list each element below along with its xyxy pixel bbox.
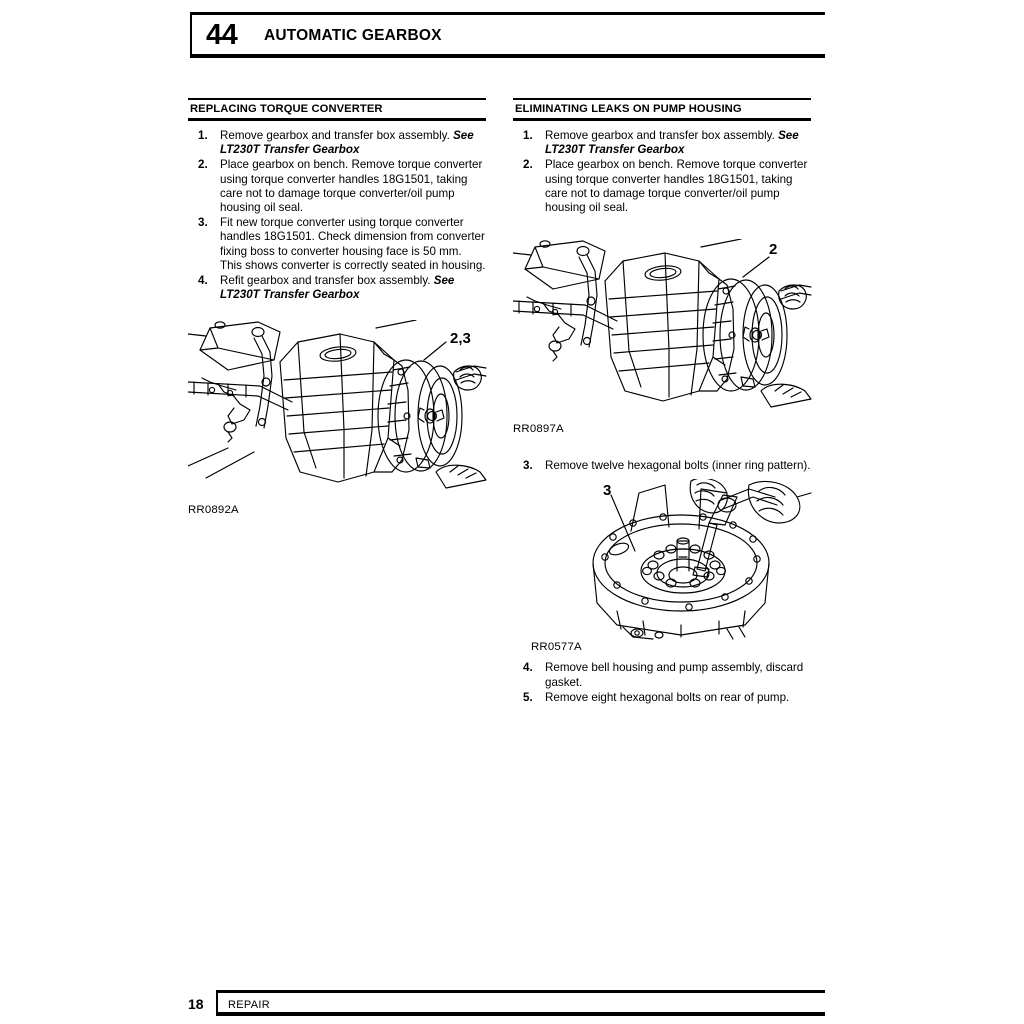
step-number: 1. xyxy=(198,129,208,142)
page-title: AUTOMATIC GEARBOX xyxy=(264,27,442,44)
list-item xyxy=(513,691,811,705)
list-item xyxy=(513,661,811,689)
step-reference: See LT230T Transfer Gearbox xyxy=(220,129,474,157)
bell-housing-illustration xyxy=(513,479,813,641)
step-text: Remove gearbox and transfer box assembly. xyxy=(220,129,454,142)
footer-box xyxy=(216,990,825,1016)
step-text: Remove eight hexagonal bolts on rear of pump. xyxy=(545,690,790,704)
step-number: 1. xyxy=(523,129,533,142)
page-number: 18 xyxy=(188,996,204,1012)
gearbox-converter-illustration-2 xyxy=(513,239,813,421)
step-text: Place gearbox on bench. Remove torque converter using torque converter handles 18G1501, taking care not to damage torque converter/oil pump housing oil seal. xyxy=(545,158,808,215)
step-number: 3. xyxy=(523,459,533,473)
figure-callout: 2,3 xyxy=(450,330,471,348)
figure-gearbox-converter-right xyxy=(513,239,811,435)
footer-section-label: REPAIR xyxy=(228,999,270,1011)
list-item xyxy=(188,129,486,157)
right-column xyxy=(513,98,811,706)
list-item xyxy=(513,158,811,215)
chapter-number: 44 xyxy=(206,19,238,51)
figure-bell-housing xyxy=(513,479,811,653)
step-number: 2. xyxy=(198,158,208,172)
step-number: 5. xyxy=(523,690,533,704)
step-reference: See LT230T Transfer Gearbox xyxy=(220,274,455,302)
step-text: Remove twelve hexagonal bolts (inner ring pattern). xyxy=(545,459,811,473)
figure-caption: RR0577A xyxy=(531,641,582,654)
figure-gearbox-converter-left xyxy=(188,320,486,516)
figure-caption: RR0897A xyxy=(513,423,564,436)
step-text: Place gearbox on bench. Remove torque converter using torque converter handles 18G1501, taking care not to damage torque converter/oil pump housing oil seal. xyxy=(220,158,483,215)
gearbox-converter-illustration xyxy=(188,320,488,502)
list-item xyxy=(513,459,811,473)
figure-callout: 3 xyxy=(603,482,612,500)
page-header xyxy=(190,12,825,58)
right-step-list-top xyxy=(513,129,811,215)
list-item xyxy=(513,129,811,157)
right-step-list-bottom xyxy=(513,661,811,705)
step-reference: See LT230T Transfer Gearbox xyxy=(545,129,799,157)
right-step-list-mid xyxy=(513,459,811,473)
figure-caption: RR0892A xyxy=(188,504,239,517)
left-column xyxy=(188,98,486,516)
step-text: Fit new torque converter using torque converter handles 18G1501. Check dimension from converter fixing boss to converter housing face is 50 mm. This shows converter is correctly seated in housing. xyxy=(220,216,486,272)
step-number: 4. xyxy=(198,274,208,288)
right-section-heading: ELIMINATING LEAKS ON PUMP HOUSING xyxy=(513,98,811,121)
figure-callout: 2 xyxy=(769,241,778,259)
list-item xyxy=(188,158,486,215)
step-number: 2. xyxy=(523,158,533,172)
step-number: 4. xyxy=(523,661,533,675)
list-item xyxy=(188,216,486,273)
step-text: Refit gearbox and transfer box assembly. xyxy=(220,274,434,288)
step-text: Remove bell housing and pump assembly, discard gasket. xyxy=(545,661,804,689)
page-footer xyxy=(188,990,825,1018)
step-number: 3. xyxy=(198,216,208,230)
left-section-heading: REPLACING TORQUE CONVERTER xyxy=(188,98,486,121)
list-item xyxy=(188,274,486,302)
left-step-list xyxy=(188,129,486,302)
step-text: Remove gearbox and transfer box assembly. xyxy=(545,129,779,142)
